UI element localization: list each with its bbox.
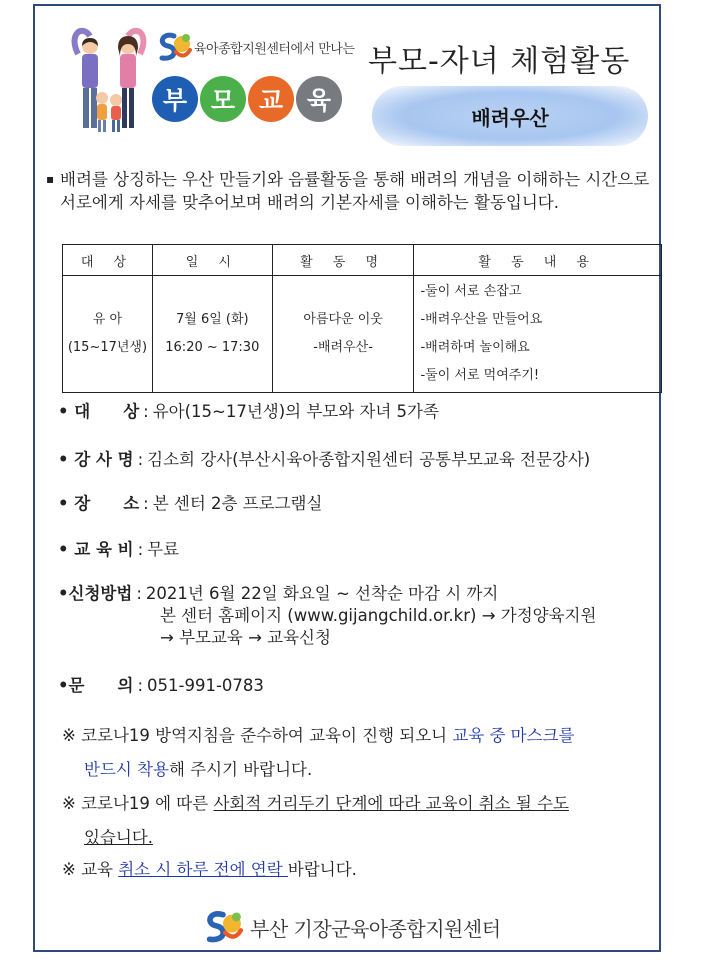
table-row (63, 276, 662, 393)
page-title: 부모-자녀 체험활동 (368, 44, 631, 79)
target-line-1: 유 아 (92, 312, 123, 327)
detail-apply (58, 580, 498, 604)
colon: : (143, 402, 149, 421)
header-datetime: 일 시 (152, 245, 272, 276)
square-bullet-icon: ▪ (46, 172, 55, 186)
detail-label: •신청방법 (58, 584, 133, 603)
apply-line-3: → 부모교육 → 교육신청 (160, 628, 331, 647)
detail-value: 051-991-0783 (147, 676, 264, 695)
badge-char-1: 부 (152, 76, 198, 122)
detail-label: • 교 육 비 (58, 540, 134, 559)
footer-org-name: 부산 기장군육아종합지원센터 (250, 916, 501, 941)
note-text: ※ 코로나19 에 따른 (62, 794, 214, 813)
header-contents: 활 동 내 용 (414, 245, 662, 276)
detail-instructor (58, 446, 590, 470)
note-underlined: 사회적 거리두기 단계에 따라 교육이 취소 될 수도 (213, 794, 569, 813)
note-underlined: 있습니다. (84, 828, 154, 847)
subtitle-text: 배려우산 (471, 105, 549, 130)
note-distancing-line-2 (84, 824, 153, 848)
colon: : (137, 540, 144, 559)
detail-label: • 대 상 (58, 402, 140, 421)
footer-brand (202, 908, 501, 946)
badge-char-3: 교 (248, 76, 294, 122)
target-line-2: (15~17년생) (67, 340, 148, 355)
subtitle-bubble (372, 86, 648, 146)
apply-line-2: 본 센터 홈페이지 (www.gijangchild.or.kr) → 가정양육지원 (160, 606, 597, 625)
detail-target (58, 398, 439, 422)
cell-activity (272, 276, 414, 393)
note-text: 바랍니다. (287, 860, 357, 879)
note-distancing-line-1 (62, 790, 569, 814)
apply-line-2-row (160, 602, 596, 626)
note-cancel (62, 856, 357, 880)
org-tagline: 육아종합지원센터에서 만나는 (194, 41, 355, 57)
org-brand-line (156, 30, 354, 64)
family-illustration (68, 24, 150, 136)
detail-label: • 강 사 명 (58, 450, 134, 469)
colon: : (143, 494, 149, 513)
center-logo-icon (202, 908, 244, 946)
detail-place (58, 490, 322, 514)
content-item: -배려우산을 만들어요 (420, 312, 543, 327)
parent-education-badges (152, 76, 342, 122)
note-mask-line-1 (62, 722, 574, 746)
center-logo-icon (156, 30, 192, 64)
note-highlight: 교육 중 마스크를 (452, 726, 575, 745)
detail-value: 유아(15~17년생)의 부모와 자녀 5가족 (152, 402, 439, 421)
colon: : (136, 584, 142, 603)
content-item: -둘이 서로 손잡고 (420, 284, 522, 299)
header-activity: 활 동 명 (272, 245, 414, 276)
schedule-table (62, 244, 662, 393)
note-highlight: 반드시 착용 (84, 760, 169, 779)
detail-value: 김소희 강사(부산시육아종합지원센터 공통부모교육 전문강사) (147, 450, 591, 469)
colon: : (137, 450, 144, 469)
badge-char-2: 모 (200, 76, 246, 122)
note-text: ※ 코로나19 방역지침을 준수하여 교육이 진행 되오니 (62, 726, 453, 745)
content-item: -둘이 서로 먹여주기! (420, 368, 540, 383)
activity-line-1: 아름다운 이웃 (303, 312, 383, 327)
detail-label: •문 의 (58, 676, 134, 695)
note-mask-line-2 (84, 756, 312, 780)
detail-contact (58, 672, 264, 696)
detail-label: • 장 소 (58, 494, 140, 513)
note-highlight: 취소 시 하루 전에 연락 (118, 860, 288, 879)
badge-char-4: 육 (296, 76, 342, 122)
detail-fee (58, 536, 179, 560)
content-item: -배려하며 놀이해요 (420, 340, 530, 355)
header-target: 대 상 (63, 245, 153, 276)
apply-line-1: 2021년 6월 22일 화요일 ~ 선착순 마감 시 까지 (145, 584, 499, 603)
cell-target (63, 276, 153, 393)
cell-datetime (152, 276, 272, 393)
note-text: 해 주시기 바랍니다. (168, 760, 313, 779)
cell-contents (414, 276, 662, 393)
activity-line-2: -배려우산- (313, 340, 373, 355)
colon: : (137, 676, 143, 695)
table-header-row (63, 245, 662, 276)
detail-value: 본 센터 2층 프로그램실 (152, 494, 323, 513)
date-line: 7월 6일 (화) (176, 312, 249, 327)
detail-value: 무료 (147, 540, 180, 559)
note-text: ※ 교육 (62, 860, 119, 879)
intro-paragraph (46, 168, 666, 214)
apply-line-3-row (160, 624, 331, 648)
time-line: 16:20 ~ 17:30 (165, 340, 260, 355)
intro-text: 배려를 상징하는 우산 만들기와 음률활동을 통해 배려의 개념을 이해하는 시간으로 서로에게 자세를 맞추어보며 배려의 기본자세를 이해하는 활동입니다. (60, 170, 650, 212)
